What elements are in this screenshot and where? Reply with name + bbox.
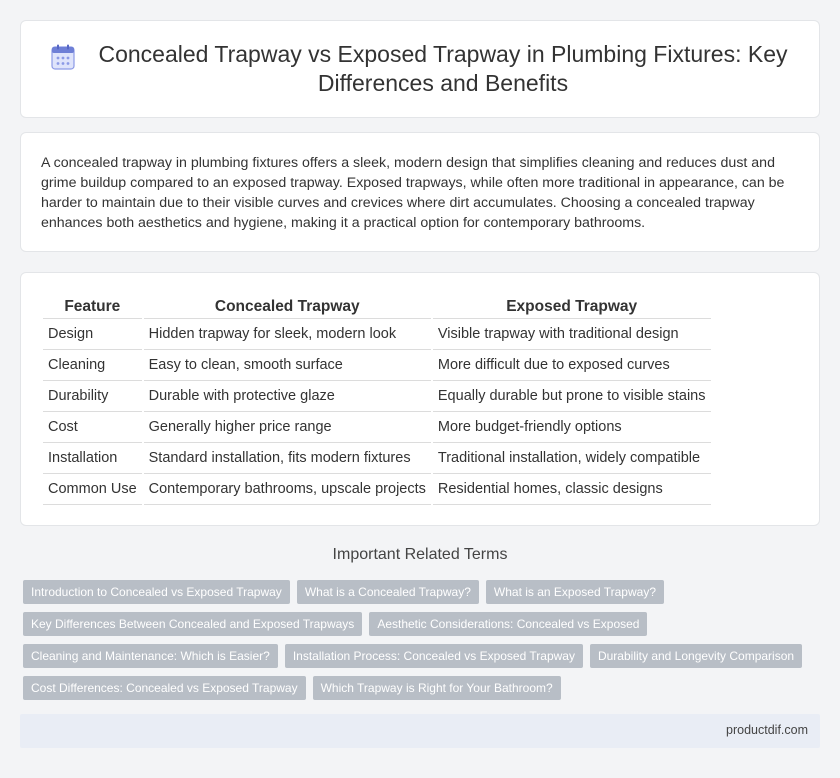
- cell-exposed: More budget-friendly options: [433, 412, 711, 443]
- table-header-row: [43, 295, 711, 319]
- tag-row: [23, 612, 823, 636]
- title-card: [20, 20, 820, 118]
- cell-concealed: Generally higher price range: [144, 412, 431, 443]
- cell-exposed: Visible trapway with traditional design: [433, 319, 711, 350]
- cell-exposed: Traditional installation, widely compatible: [433, 443, 711, 474]
- tag-link[interactable]: What is an Exposed Trapway?: [486, 580, 664, 604]
- header-exposed: Exposed Trapway: [433, 295, 711, 319]
- cell-exposed: More difficult due to exposed curves: [433, 350, 711, 381]
- intro-card: [20, 132, 820, 252]
- comparison-table: [41, 295, 713, 505]
- cell-concealed: Contemporary bathrooms, upscale projects: [144, 474, 431, 505]
- header-concealed: Concealed Trapway: [144, 295, 431, 319]
- cell-concealed: Hidden trapway for sleek, modern look: [144, 319, 431, 350]
- tag-link[interactable]: Cleaning and Maintenance: Which is Easier?: [23, 644, 278, 668]
- cell-exposed: Residential homes, classic designs: [433, 474, 711, 505]
- cell-feature: Durability: [43, 381, 142, 412]
- header-feature: Feature: [43, 295, 142, 319]
- calendar-icon: [51, 44, 75, 70]
- tag-link[interactable]: Introduction to Concealed vs Exposed Trapway: [23, 580, 290, 604]
- page-title: Concealed Trapway vs Exposed Trapway in Plumbing Fixtures: Key Differences and Benefits: [98, 41, 788, 96]
- tag-link[interactable]: Installation Process: Concealed vs Exposed Trapway: [285, 644, 583, 668]
- title-wrap: [51, 40, 789, 98]
- cell-concealed: Easy to clean, smooth surface: [144, 350, 431, 381]
- cell-feature: Installation: [43, 443, 142, 474]
- cell-feature: Common Use: [43, 474, 142, 505]
- cell-concealed: Standard installation, fits modern fixtures: [144, 443, 431, 474]
- tag-link[interactable]: Which Trapway is Right for Your Bathroom?: [313, 676, 561, 700]
- tag-link[interactable]: Cost Differences: Concealed vs Exposed Trapway: [23, 676, 306, 700]
- tag-link[interactable]: Durability and Longevity Comparison: [590, 644, 802, 668]
- tag-row: [23, 676, 823, 700]
- footer: [20, 714, 820, 748]
- related-terms-heading: Important Related Terms: [332, 546, 508, 563]
- cell-exposed: Equally durable but prone to visible stains: [433, 381, 711, 412]
- tag-link[interactable]: Aesthetic Considerations: Concealed vs Exposed: [369, 612, 647, 636]
- table-row: [43, 350, 711, 381]
- tag-row: [23, 644, 823, 668]
- cell-concealed: Durable with protective glaze: [144, 381, 431, 412]
- tag-link[interactable]: What is a Concealed Trapway?: [297, 580, 479, 604]
- table-row: [43, 319, 711, 350]
- cell-feature: Cleaning: [43, 350, 142, 381]
- tag-link[interactable]: Key Differences Between Concealed and Exposed Trapways: [23, 612, 362, 636]
- table-row: [43, 474, 711, 505]
- comparison-card: [20, 272, 820, 526]
- intro-paragraph: A concealed trapway in plumbing fixtures offers a sleek, modern design that simplifies cleaning and reduces dust and grime buildup compared to an exposed trapway. Exposed trapways, while often more traditional in appearance, can be harder to maintain due to their visible curves and crevices where dirt accumulates. Choosing a concealed trapway enhances both aesthetics and hygiene, making it a practical option for contemporary bathrooms.: [41, 155, 785, 231]
- tag-row: [23, 580, 823, 604]
- footer-site-link[interactable]: productdif.com: [726, 723, 808, 737]
- cell-feature: Cost: [43, 412, 142, 443]
- table-row: [43, 381, 711, 412]
- cell-feature: Design: [43, 319, 142, 350]
- table-row: [43, 412, 711, 443]
- table-row: [43, 443, 711, 474]
- related-tags: [23, 580, 823, 708]
